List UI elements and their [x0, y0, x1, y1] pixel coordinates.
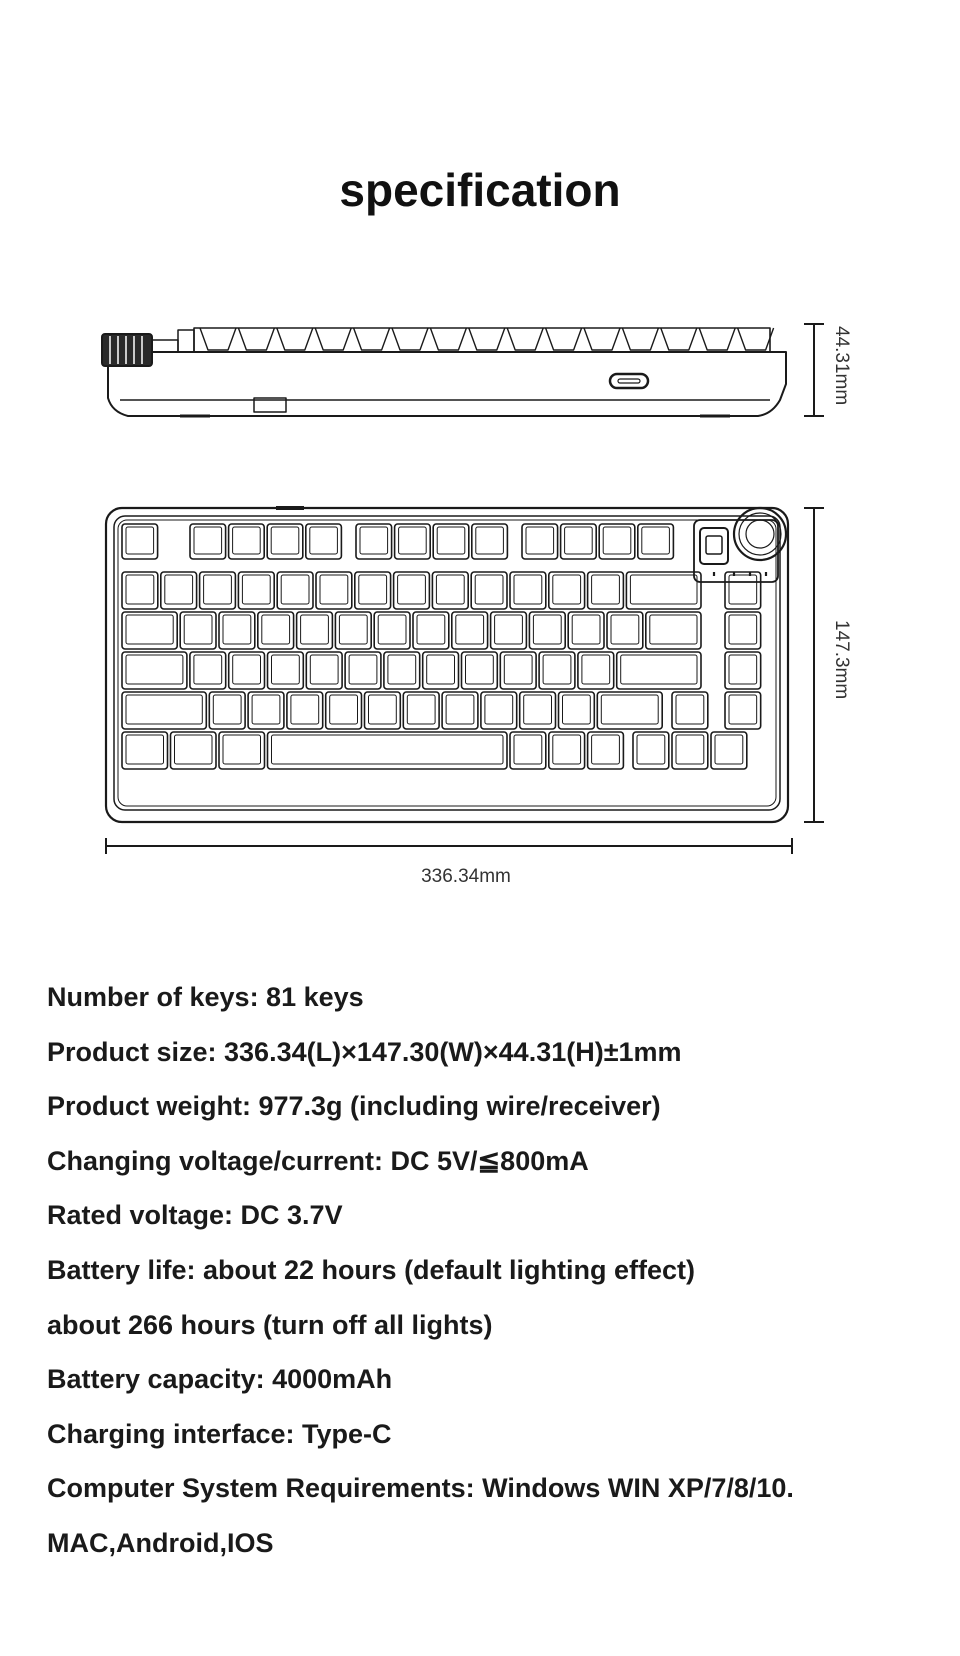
keycap [171, 732, 217, 769]
keycap [180, 612, 216, 649]
spec-system-requirements-cont: MAC,Android,IOS [47, 1527, 274, 1558]
keycap-profile [430, 328, 466, 350]
keycap-profile [200, 328, 236, 350]
keycap [725, 652, 761, 689]
width-dimension-label: 336.34mm [421, 866, 511, 887]
keycap-profile [699, 328, 735, 350]
keycap-profile [392, 328, 428, 350]
keycap [452, 612, 488, 649]
keycap [471, 572, 507, 609]
keycap [491, 612, 527, 649]
keycap [306, 524, 342, 559]
keycap [268, 652, 304, 689]
keycap [672, 692, 708, 729]
height-dimension [804, 324, 824, 416]
keycap [219, 612, 255, 649]
keycap [229, 652, 265, 689]
keycap [394, 572, 430, 609]
keycap [122, 732, 168, 769]
keycap-profile [277, 328, 313, 350]
keycap-profile [661, 328, 697, 350]
keycap [395, 524, 431, 559]
keycap [711, 732, 747, 769]
keyboard-side-view [102, 328, 786, 416]
keycap [725, 612, 761, 649]
keycap [219, 732, 265, 769]
keycap [190, 524, 226, 559]
keycap [229, 524, 265, 559]
keycap [561, 524, 597, 559]
keycap [520, 692, 556, 729]
keycap [617, 652, 701, 689]
keycap [607, 612, 643, 649]
height-dimension-label: 44.31mm [831, 326, 852, 406]
depth-dimension [804, 508, 824, 822]
keycap [433, 524, 469, 559]
keycap [345, 652, 381, 689]
keycap [122, 692, 206, 729]
keycap [258, 612, 294, 649]
spec-system-requirements: Computer System Requirements: Windows WIN XP/7/8/10. [47, 1473, 794, 1504]
keycap [588, 572, 624, 609]
keycap [277, 572, 313, 609]
width-dimension [106, 838, 792, 854]
keycap [122, 524, 158, 559]
keycap [559, 692, 595, 729]
keycap [599, 524, 635, 559]
keycap [268, 732, 508, 769]
keycap-profile [469, 328, 505, 350]
keycap [462, 652, 498, 689]
keycap [646, 612, 701, 649]
keycap [248, 692, 284, 729]
keycap-profile [507, 328, 543, 350]
keycap [190, 652, 226, 689]
spec-charging-voltage: Changing voltage/current: DC 5V/≦800mA [47, 1145, 589, 1176]
keycap [122, 612, 177, 649]
keycap [335, 612, 371, 649]
keycap [432, 572, 468, 609]
keycap [725, 572, 761, 609]
keycap [384, 652, 420, 689]
keycap [306, 652, 342, 689]
keycap [510, 572, 546, 609]
depth-dimension-label: 147.3mm [831, 620, 852, 700]
spec-list [47, 980, 947, 1581]
spec-rated-voltage: Rated voltage: DC 3.7V [47, 1200, 343, 1231]
spec-battery-capacity: Battery capacity: 4000mAh [47, 1364, 393, 1395]
keycap-profile [738, 328, 774, 350]
keycap [529, 612, 565, 649]
keycap [578, 652, 614, 689]
keycap [481, 692, 517, 729]
keycap [549, 732, 585, 769]
spec-number-of-keys: Number of keys: 81 keys [47, 982, 364, 1012]
keycap-profile [584, 328, 620, 350]
keycap [522, 524, 558, 559]
keycap [355, 572, 391, 609]
keycap [626, 572, 701, 609]
keycap [316, 572, 352, 609]
keycap-profile [622, 328, 658, 350]
keycap [209, 692, 245, 729]
keycap [326, 692, 362, 729]
keycap [588, 732, 624, 769]
keycap [539, 652, 575, 689]
spec-battery-life: Battery life: about 22 hours (default lighting effect) [47, 1254, 696, 1285]
keycap [374, 612, 410, 649]
keycap [423, 652, 459, 689]
keycap [365, 692, 401, 729]
keycap [597, 692, 662, 729]
keycap [472, 524, 508, 559]
keycap [442, 692, 478, 729]
keycap [568, 612, 604, 649]
keycap [725, 692, 761, 729]
keyboard-top-view [106, 508, 788, 822]
keycap [672, 732, 708, 769]
page-title: specification [339, 164, 621, 216]
keycap [161, 572, 197, 609]
keycap [267, 524, 303, 559]
spec-battery-life-lights-off: about 266 hours (turn off all lights) [47, 1309, 493, 1340]
keycap [200, 572, 236, 609]
keycap-profile [238, 328, 274, 350]
keycap-profile [546, 328, 582, 350]
keycap-profile [315, 328, 351, 350]
keycap [413, 612, 449, 649]
keycap [122, 572, 158, 609]
keycap [403, 692, 439, 729]
spec-product-size: Product size: 336.34(L)×147.30(W)×44.31(H)±1mm [47, 1036, 682, 1067]
keycap [638, 524, 674, 559]
keycap [500, 652, 536, 689]
keycap [287, 692, 323, 729]
spec-product-weight: Product weight: 977.3g (including wire/receiver) [47, 1091, 661, 1122]
keycap [549, 572, 585, 609]
keycap [297, 612, 333, 649]
keycap [356, 524, 392, 559]
keycap [633, 732, 669, 769]
keycap [510, 732, 546, 769]
keycap [238, 572, 274, 609]
keycap-profile [354, 328, 390, 350]
keycap [122, 652, 187, 689]
spec-charging-interface: Charging interface: Type-C [47, 1418, 392, 1449]
